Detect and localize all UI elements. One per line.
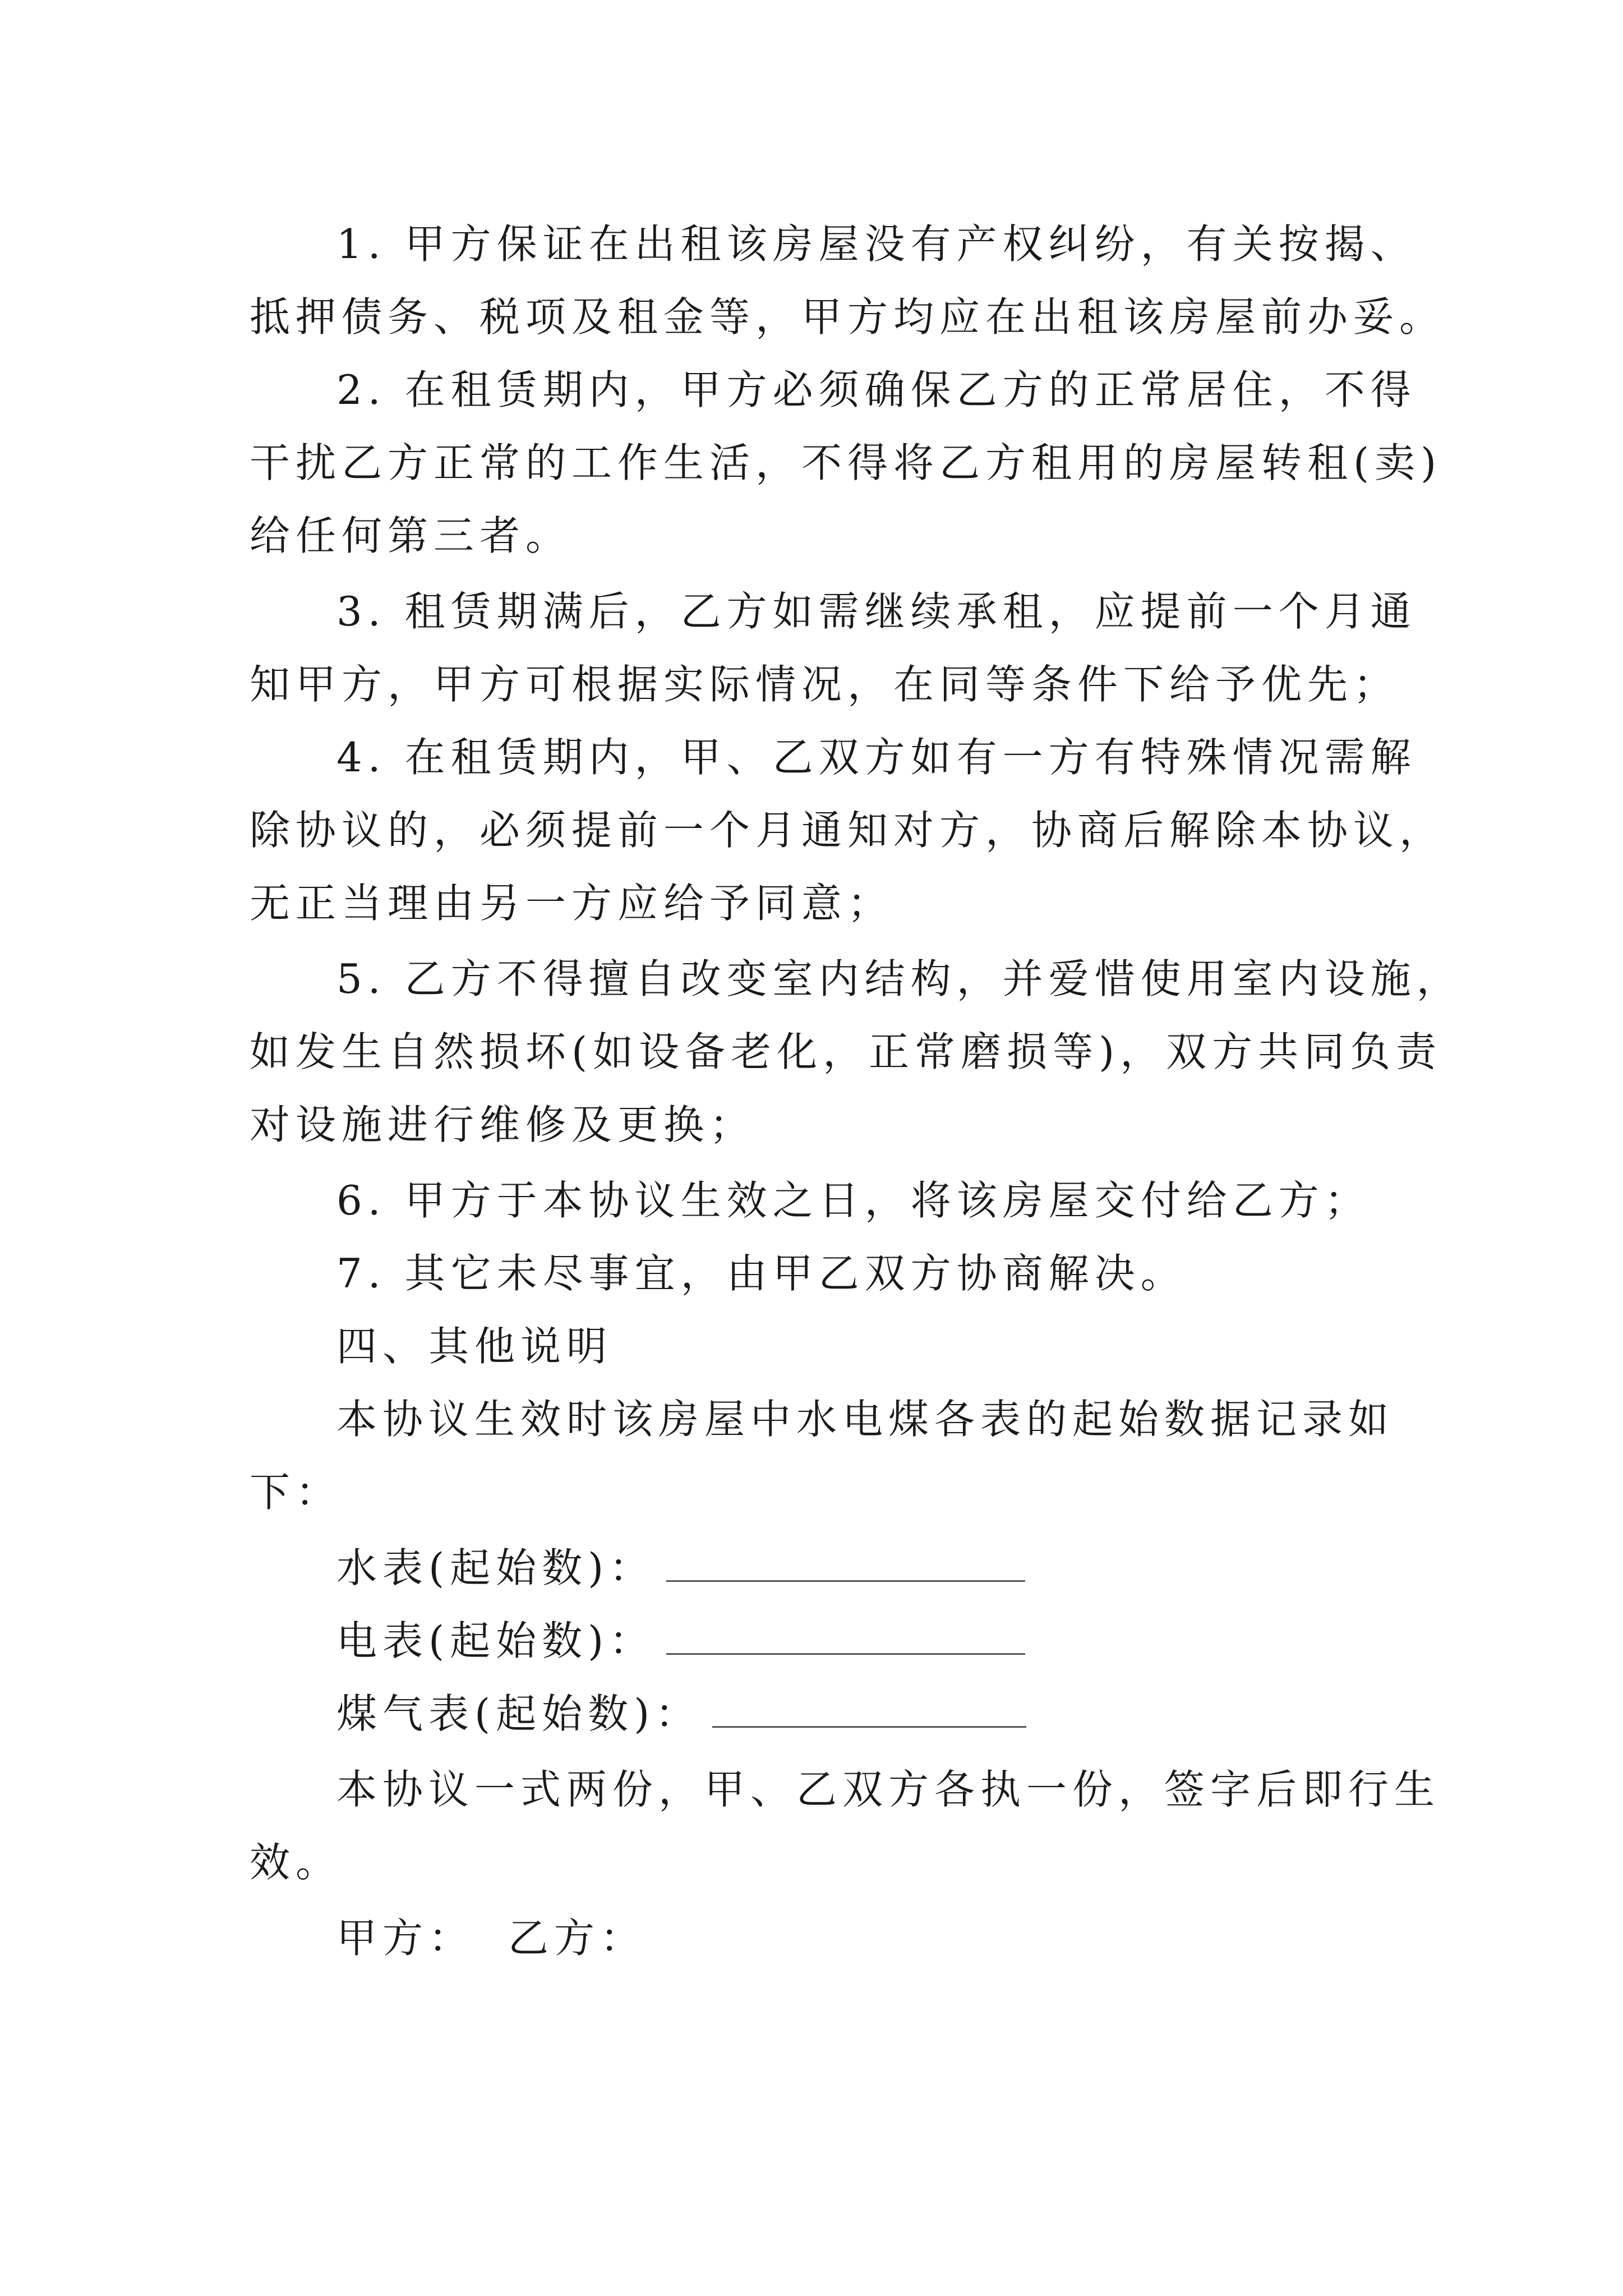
- meter-intro-line-1: 本协议生效时该房屋中水电煤各表的起始数据记录如: [336, 1396, 1395, 1443]
- electric-meter-blank[interactable]: [666, 1619, 1025, 1655]
- clause-4-line-2: 除协议的，必须提前一个月通知对方，协商后解除本协议，: [250, 807, 1446, 854]
- party-a-label: 甲方：: [336, 1915, 475, 1962]
- clause-1-line-1: 1. 甲方保证在出租该房屋没有产权纠纷，有关按揭、: [336, 220, 1417, 268]
- clause-5-line-3: 对设施进行维修及更换；: [250, 1101, 756, 1148]
- electric-meter-row: [0, 1613, 1623, 1669]
- water-meter-blank[interactable]: [666, 1547, 1025, 1582]
- clause-7-line-1: 7. 其它未尽事宜，由甲乙双方协商解决。: [336, 1250, 1187, 1297]
- gas-meter-blank[interactable]: [712, 1692, 1026, 1728]
- party-b-label: 乙方：: [508, 1915, 647, 1962]
- meter-intro-line-2: 下：: [250, 1469, 342, 1516]
- section-4-heading: 四、其他说明: [336, 1323, 613, 1370]
- copies-line-2: 效。: [250, 1839, 342, 1886]
- clause-4-line-3: 无正当理由另一方应给予同意；: [250, 880, 894, 927]
- clause-3-line-2: 知甲方，甲方可根据实际情况，在同等条件下给予优先；: [250, 661, 1400, 708]
- clause-2-line-3: 给任何第三者。: [250, 512, 572, 559]
- clause-6-line-1: 6. 甲方于本协议生效之日，将该房屋交付给乙方；: [336, 1177, 1371, 1224]
- copies-line-1: 本协议一式两份，甲、乙双方各执一份，签字后即行生: [336, 1766, 1441, 1813]
- clause-2-line-1: 2. 在租赁期内，甲方必须确保乙方的正常居住，不得: [336, 366, 1417, 413]
- water-meter-row: [0, 1540, 1623, 1596]
- clause-2-line-2: 干扰乙方正常的工作生活，不得将乙方租用的房屋转租(卖): [250, 439, 1442, 486]
- clause-3-line-1: 3. 租赁期满后，乙方如需继续承租，应提前一个月通: [336, 588, 1417, 635]
- water-meter-label: 水表(起始数)：: [336, 1544, 656, 1591]
- gas-meter-row: [0, 1686, 1623, 1742]
- clause-1-line-2: 抵押债务、税项及租金等，甲方均应在出租该房屋前办妥。: [250, 293, 1446, 341]
- clause-5-line-2: 如发生自然损坏(如设备老化，正常磨损等)，双方共同负责: [250, 1028, 1442, 1075]
- gas-meter-label: 煤气表(起始数)：: [336, 1690, 702, 1737]
- signature-row: [0, 1910, 1623, 1966]
- clause-5-line-1: 5. 乙方不得擅自改变室内结构，并爱惜使用室内设施，: [336, 955, 1463, 1002]
- clause-4-line-1: 4. 在租赁期内，甲、乙双方如有一方有特殊情况需解: [336, 734, 1417, 781]
- electric-meter-label: 电表(起始数)：: [336, 1617, 656, 1664]
